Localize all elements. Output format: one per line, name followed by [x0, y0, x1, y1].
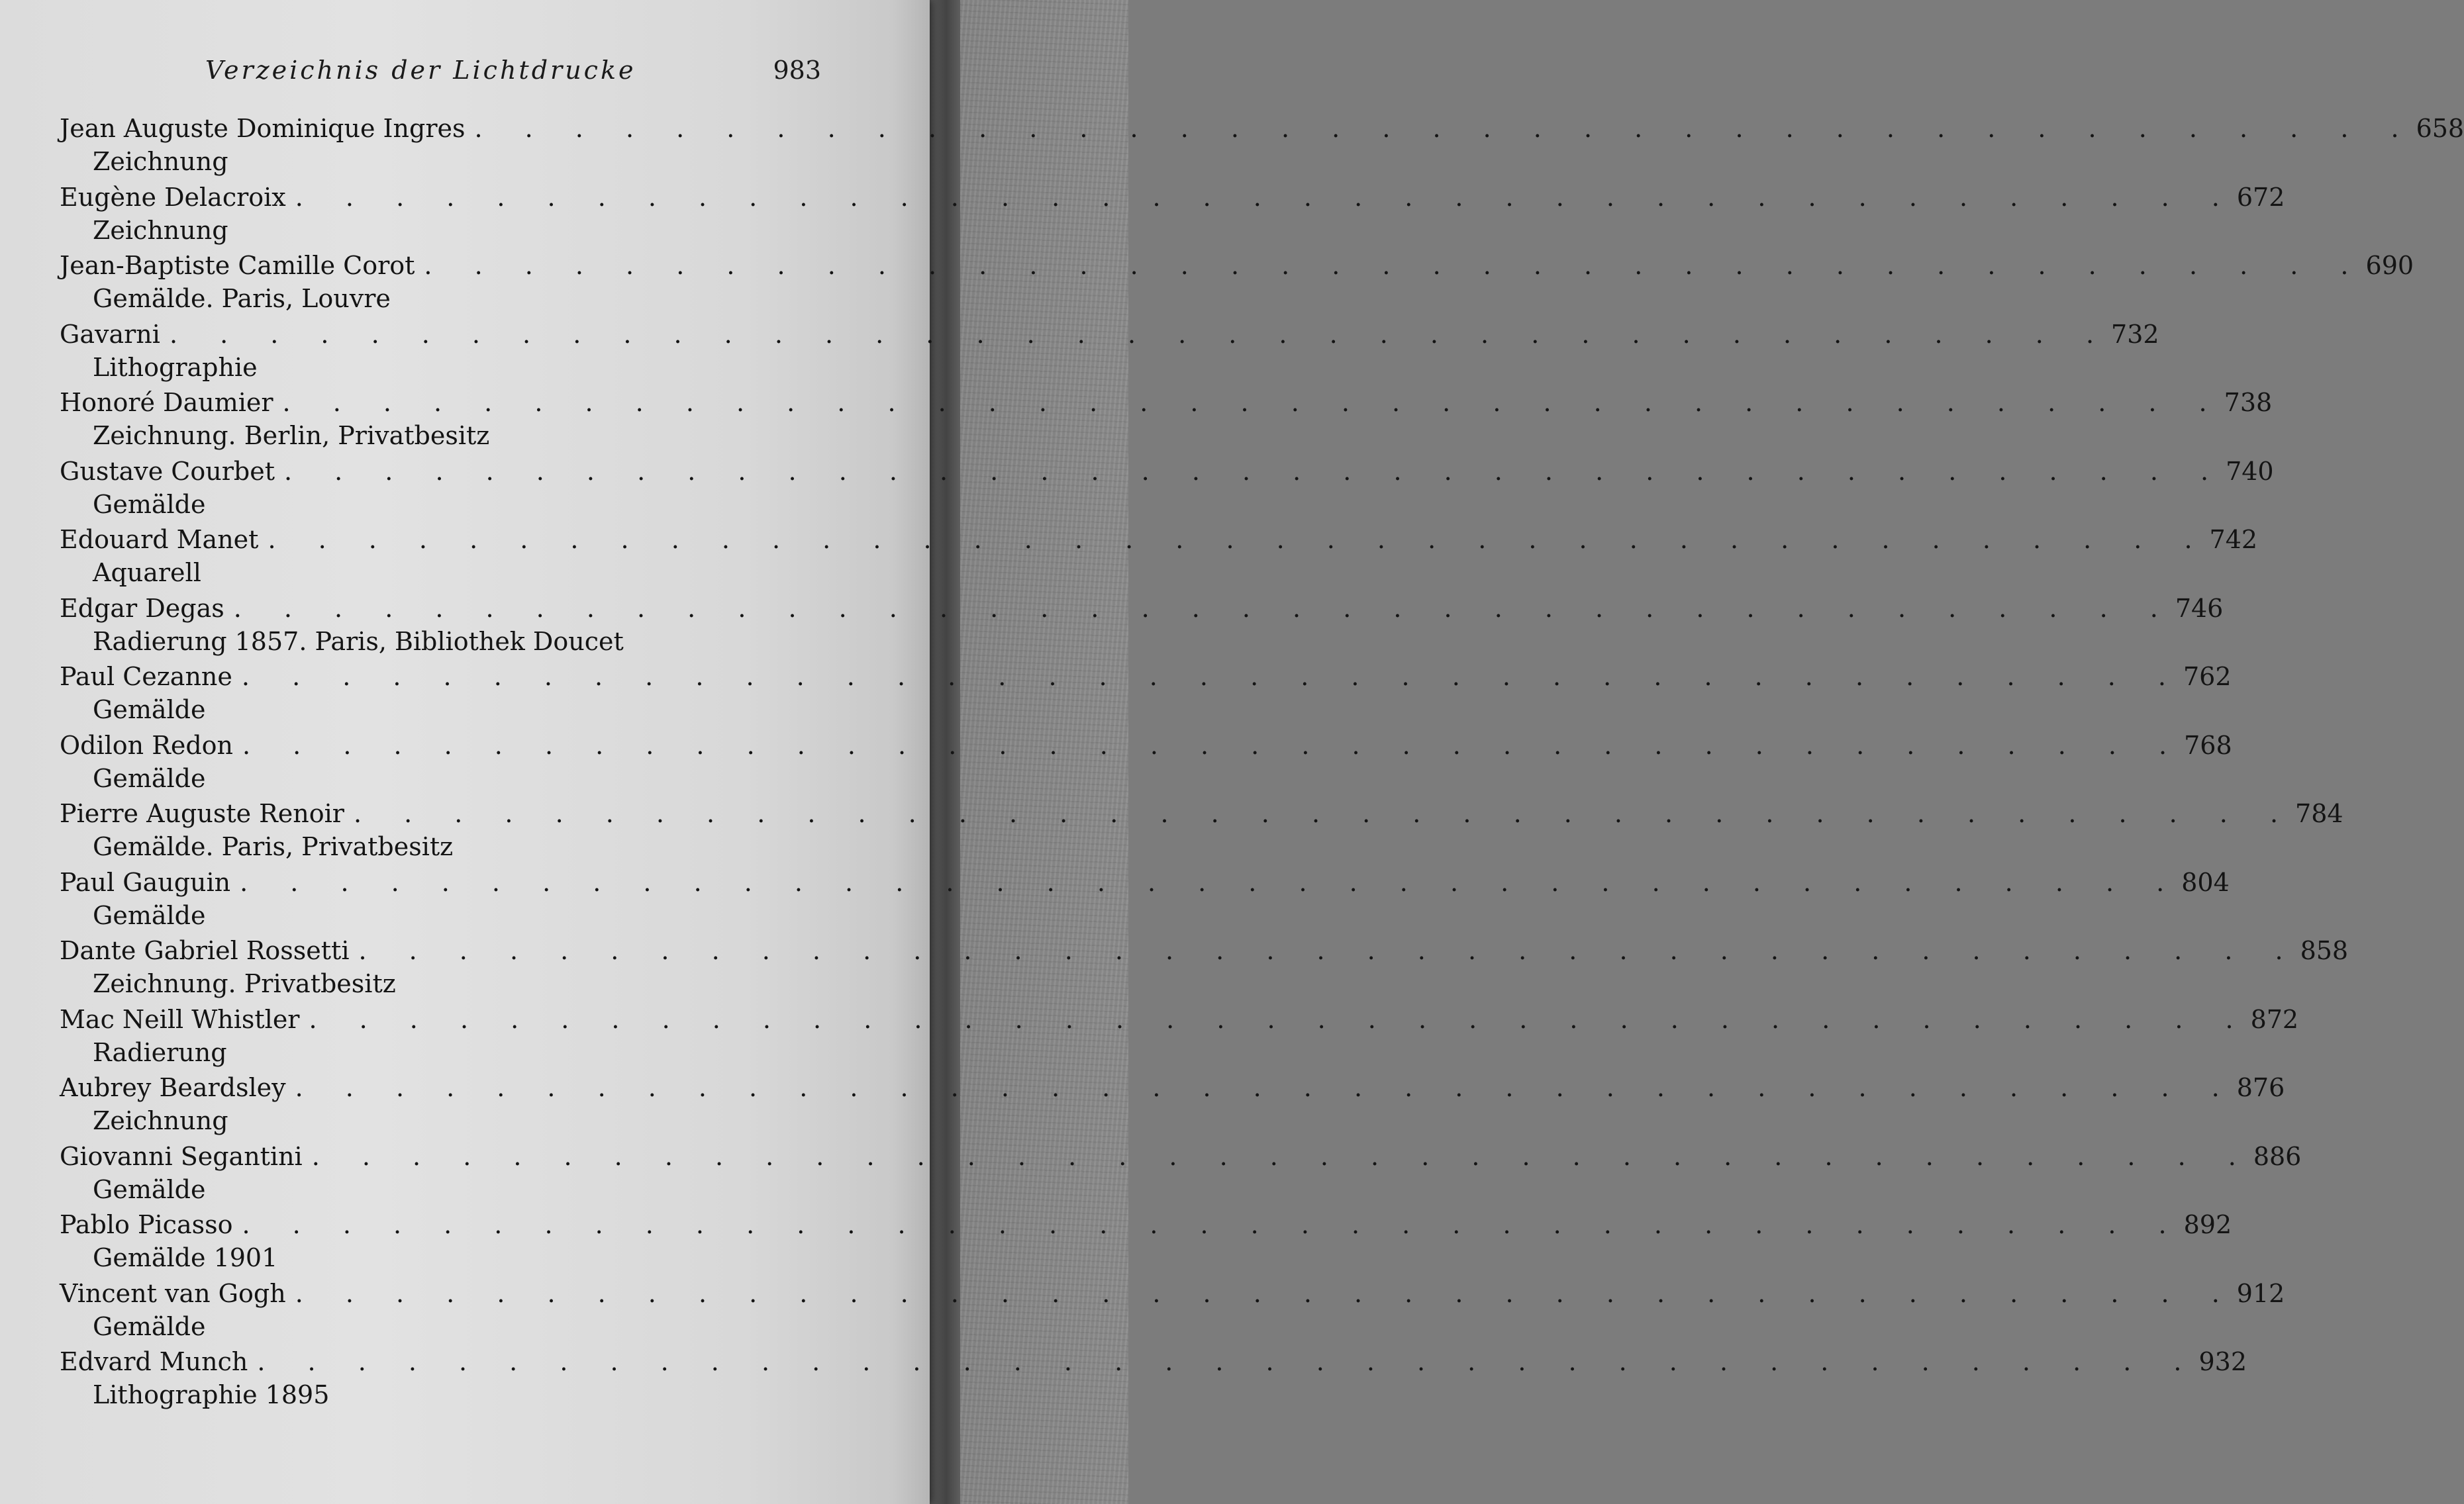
entry-page-number: 762	[2183, 662, 2232, 691]
artist-name: Edouard Manet	[60, 525, 259, 554]
artwork-detail: Radierung	[93, 1037, 227, 1067]
artwork-detail: Radierung 1857. Paris, Bibliothek Doucet	[93, 626, 624, 656]
artist-name: Jean Auguste Dominique Ingres	[60, 114, 466, 143]
index-entry	[60, 522, 2258, 591]
index-entry	[60, 591, 2224, 660]
artwork-detail: Gemälde 1901	[93, 1243, 278, 1272]
running-head	[205, 56, 821, 95]
dot-leader: . . . . . . . . . . . . . . . . . . . . . . . . . . . . . . . . . . . . . . .	[257, 1347, 2199, 1376]
index-entry	[60, 454, 2274, 523]
index-entry	[60, 1070, 2285, 1139]
entry-page-number: 892	[2183, 1210, 2232, 1239]
plate-index-list	[60, 111, 2464, 1413]
running-head-page-number: 983	[773, 56, 821, 85]
dot-leader: . . . . . . . . . . . . . . . . . . . . . . . . . . . . . . . . . . . . . . .	[169, 319, 2112, 349]
dot-leader: . . . . . . . . . . . . . . . . . . . . . . . . . . . . . . . . . . . . . . .	[240, 867, 2182, 897]
artist-name: Pablo Picasso	[60, 1210, 233, 1239]
dot-leader: . . . . . . . . . . . . . . . . . . . . . . . . . . . . . . . . . . . . . . .	[242, 1210, 2184, 1239]
dot-leader: . . . . . . . . . . . . . . . . . . . . . . . . . . . . . . . . . . . . . . .	[241, 662, 2183, 691]
artwork-detail: Gemälde. Paris, Privatbesitz	[93, 832, 454, 861]
artwork-detail: Aquarell	[93, 558, 201, 587]
artwork-detail: Gemälde	[93, 1311, 206, 1341]
index-entry	[60, 248, 2414, 317]
running-head-title: Verzeichnis der Lichtdrucke	[205, 56, 636, 85]
entry-page-number: 876	[2236, 1073, 2285, 1102]
dot-leader: . . . . . . . . . . . . . . . . . . . . . . . . . . . . . . . . . . . . . . .	[311, 1141, 2253, 1171]
dot-leader: . . . . . . . . . . . . . . . . . . . . . . . . . . . . . . . . . . . . . . .	[282, 388, 2224, 417]
index-entry	[60, 796, 2343, 865]
artist-name: Edvard Munch	[60, 1347, 248, 1376]
artwork-detail: Gemälde	[93, 489, 206, 519]
index-entry	[60, 1207, 2232, 1276]
dot-leader: . . . . . . . . . . . . . . . . . . . . . . . . . . . . . . . . . . . . . . .	[474, 114, 2416, 143]
dot-leader: . . . . . . . . . . . . . . . . . . . . . . . . . . . . . . . . . . . . . . .	[358, 936, 2300, 965]
index-entry	[60, 1002, 2299, 1071]
index-entry	[60, 659, 2232, 728]
entry-page-number: 658	[2416, 114, 2464, 143]
index-entry	[60, 317, 2159, 386]
entry-page-number: 690	[2365, 251, 2414, 280]
artwork-detail: Zeichnung. Berlin, Privatbesitz	[93, 421, 490, 450]
artist-name: Pierre Auguste Renoir	[60, 799, 344, 828]
artwork-detail: Gemälde	[93, 695, 206, 724]
artist-name: Edgar Degas	[60, 593, 224, 623]
artwork-detail: Gemälde	[93, 1174, 206, 1204]
entry-page-number: 746	[2175, 593, 2224, 623]
entry-page-number: 932	[2198, 1347, 2247, 1376]
artist-name: Eugène Delacroix	[60, 182, 286, 212]
dot-leader: . . . . . . . . . . . . . . . . . . . . . . . . . . . . . . . . . . . . . . .	[283, 456, 2226, 486]
entry-page-number: 872	[2250, 1004, 2299, 1034]
entry-page-number: 768	[2184, 730, 2232, 760]
dot-leader: . . . . . . . . . . . . . . . . . . . . . . . . . . . . . . . . . . . . . . .	[242, 730, 2185, 760]
entry-page-number: 738	[2224, 388, 2273, 417]
index-entry	[60, 180, 2285, 249]
artwork-detail: Zeichnung. Privatbesitz	[93, 969, 396, 998]
artist-name: Gavarni	[60, 319, 160, 349]
artist-name: Mac Neill Whistler	[60, 1004, 300, 1034]
entry-page-number: 672	[2236, 182, 2285, 212]
artist-name: Jean-Baptiste Camille Corot	[60, 251, 415, 280]
dot-leader: . . . . . . . . . . . . . . . . . . . . . . . . . . . . . . . . . . . . . . .	[295, 182, 2237, 212]
artwork-detail: Zeichnung	[93, 1106, 228, 1135]
entry-page-number: 784	[2295, 799, 2343, 828]
index-entry	[60, 865, 2230, 934]
index-entry	[60, 385, 2273, 454]
index-entry	[60, 1276, 2285, 1345]
entry-page-number: 742	[2209, 525, 2258, 554]
artist-name: Paul Cezanne	[60, 662, 232, 691]
dot-leader: . . . . . . . . . . . . . . . . . . . . . . . . . . . . . . . . . . . . . . .	[233, 593, 2175, 623]
index-entry	[60, 1344, 2247, 1413]
entry-page-number: 740	[2226, 456, 2274, 486]
dot-leader: . . . . . . . . . . . . . . . . . . . . . . . . . . . . . . . . . . . . . . .	[309, 1004, 2251, 1034]
entry-page-number: 912	[2236, 1278, 2285, 1308]
artist-name: Aubrey Beardsley	[60, 1073, 286, 1102]
artist-name: Odilon Redon	[60, 730, 233, 760]
artist-name: Giovanni Segantini	[60, 1141, 303, 1171]
artwork-detail: Lithographie 1895	[93, 1380, 330, 1409]
index-entry	[60, 728, 2232, 797]
artist-name: Dante Gabriel Rossetti	[60, 936, 350, 965]
entry-page-number: 886	[2253, 1141, 2302, 1171]
entry-page-number: 732	[2111, 319, 2159, 349]
index-entry	[60, 111, 2464, 180]
index-entry	[60, 1139, 2302, 1208]
artwork-detail: Zeichnung	[93, 147, 228, 176]
artist-name: Gustave Courbet	[60, 456, 275, 486]
artwork-detail: Gemälde. Paris, Louvre	[93, 284, 391, 313]
dot-leader: . . . . . . . . . . . . . . . . . . . . . . . . . . . . . . . . . . . . . . .	[295, 1278, 2237, 1308]
artist-name: Vincent van Gogh	[60, 1278, 286, 1308]
dot-leader: . . . . . . . . . . . . . . . . . . . . . . . . . . . . . . . . . . . . . . .	[424, 251, 2366, 280]
dot-leader: . . . . . . . . . . . . . . . . . . . . . . . . . . . . . . . . . . . . . . .	[295, 1073, 2237, 1102]
artwork-detail: Gemälde	[93, 900, 206, 930]
artwork-detail: Zeichnung	[93, 215, 228, 245]
artwork-detail: Lithographie	[93, 352, 258, 382]
dot-leader: . . . . . . . . . . . . . . . . . . . . . . . . . . . . . . . . . . . . . . .	[268, 525, 2210, 554]
artwork-detail: Gemälde	[93, 763, 206, 793]
dot-leader: . . . . . . . . . . . . . . . . . . . . . . . . . . . . . . . . . . . . . . .	[353, 799, 2296, 828]
artist-name: Honoré Daumier	[60, 388, 273, 417]
index-entry	[60, 933, 2349, 1002]
entry-page-number: 804	[2181, 867, 2230, 897]
artist-name: Paul Gauguin	[60, 867, 231, 897]
entry-page-number: 858	[2300, 936, 2349, 965]
